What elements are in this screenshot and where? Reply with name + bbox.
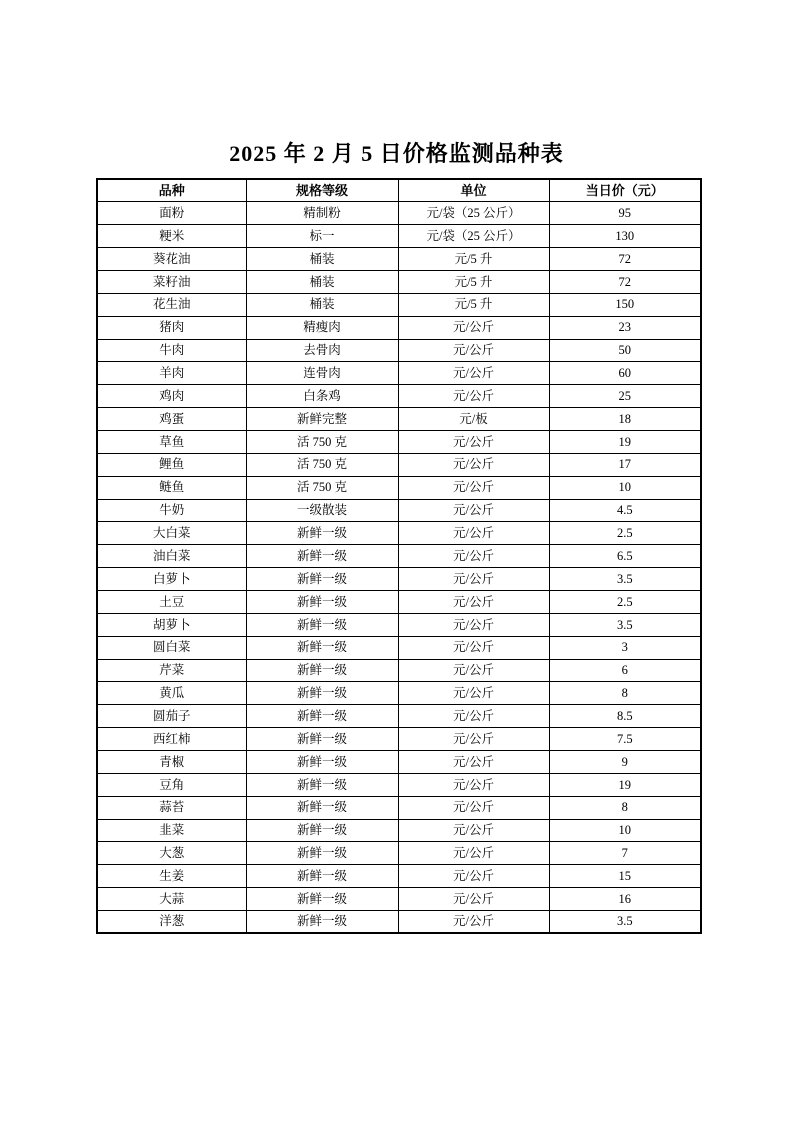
table-row [97,865,701,888]
table-cell: 元/公斤 [398,613,549,636]
table-cell: 元/公斤 [398,819,549,842]
table-cell: 韭菜 [97,819,246,842]
table-cell: 元/公斤 [398,385,549,408]
table-cell: 8 [549,796,701,819]
table-row [97,522,701,545]
table-cell: 西红柿 [97,728,246,751]
table-row [97,316,701,339]
table-row [97,888,701,911]
table-cell: 元/5 升 [398,293,549,316]
table-cell: 8.5 [549,705,701,728]
table-cell: 鸡肉 [97,385,246,408]
header-cell-variety: 品种 [97,179,246,202]
table-cell: 精瘦肉 [246,316,398,339]
table-cell: 元/5 升 [398,270,549,293]
table-cell: 95 [549,202,701,225]
table-row [97,362,701,385]
table-row [97,705,701,728]
table-cell: 新鲜一级 [246,590,398,613]
table-cell: 元/公斤 [398,659,549,682]
table-cell: 新鲜一级 [246,796,398,819]
table-row [97,682,701,705]
table-cell: 19 [549,430,701,453]
table-cell: 50 [549,339,701,362]
table-cell: 去骨肉 [246,339,398,362]
table-row [97,819,701,842]
table-cell: 23 [549,316,701,339]
table-row [97,270,701,293]
table-cell: 元/公斤 [398,339,549,362]
table-cell: 150 [549,293,701,316]
table-cell: 新鲜一级 [246,819,398,842]
price-table-body [97,202,701,934]
table-cell: 6.5 [549,545,701,568]
table-cell: 新鲜一级 [246,728,398,751]
table-cell: 油白菜 [97,545,246,568]
table-cell: 菜籽油 [97,270,246,293]
table-cell: 新鲜一级 [246,682,398,705]
table-row [97,636,701,659]
table-cell: 3.5 [549,568,701,591]
table-cell: 元/公斤 [398,705,549,728]
table-cell: 10 [549,819,701,842]
table-cell: 元/公斤 [398,773,549,796]
table-cell: 鸡蛋 [97,408,246,431]
table-cell: 130 [549,225,701,248]
table-cell: 新鲜一级 [246,705,398,728]
table-cell: 桶装 [246,270,398,293]
table-header-row [97,179,701,202]
table-cell: 元/公斤 [398,568,549,591]
table-cell: 元/公斤 [398,499,549,522]
table-row [97,545,701,568]
table-cell: 元/公斤 [398,796,549,819]
table-cell: 9 [549,750,701,773]
table-cell: 圆茄子 [97,705,246,728]
table-cell: 新鲜一级 [246,842,398,865]
table-cell: 元/公斤 [398,636,549,659]
table-cell: 元/公斤 [398,476,549,499]
table-cell: 元/公斤 [398,865,549,888]
header-cell-unit: 单位 [398,179,549,202]
table-cell: 面粉 [97,202,246,225]
table-cell: 粳米 [97,225,246,248]
table-row [97,385,701,408]
table-row [97,453,701,476]
table-row [97,613,701,636]
table-cell: 活 750 克 [246,453,398,476]
header-cell-spec-grade: 规格等级 [246,179,398,202]
table-cell: 72 [549,248,701,271]
table-cell: 活 750 克 [246,430,398,453]
table-cell: 元/板 [398,408,549,431]
table-cell: 元/公斤 [398,750,549,773]
table-row [97,773,701,796]
table-cell: 圆白菜 [97,636,246,659]
table-cell: 桶装 [246,293,398,316]
table-cell: 胡萝卜 [97,613,246,636]
table-cell: 新鲜一级 [246,865,398,888]
table-cell: 元/公斤 [398,682,549,705]
table-cell: 新鲜一级 [246,750,398,773]
table-cell: 25 [549,385,701,408]
table-cell: 新鲜一级 [246,522,398,545]
table-cell: 4.5 [549,499,701,522]
table-cell: 蒜苔 [97,796,246,819]
table-cell: 鲤鱼 [97,453,246,476]
table-cell: 17 [549,453,701,476]
table-cell: 白条鸡 [246,385,398,408]
table-row [97,476,701,499]
table-cell: 新鲜一级 [246,613,398,636]
table-row [97,590,701,613]
table-cell: 元/公斤 [398,590,549,613]
table-cell: 元/公斤 [398,316,549,339]
table-row [97,225,701,248]
table-row [97,430,701,453]
table-cell: 3.5 [549,613,701,636]
header-cell-day-price: 当日价（元） [549,179,701,202]
table-cell: 黄瓜 [97,682,246,705]
table-cell: 牛奶 [97,499,246,522]
table-cell: 元/袋（25 公斤） [398,202,549,225]
price-table [96,178,702,934]
table-cell: 7.5 [549,728,701,751]
table-row [97,796,701,819]
table-cell: 元/公斤 [398,911,549,934]
table-cell: 新鲜一级 [246,888,398,911]
table-cell: 大白菜 [97,522,246,545]
table-cell: 豆角 [97,773,246,796]
table-cell: 桶装 [246,248,398,271]
table-cell: 15 [549,865,701,888]
table-cell: 元/公斤 [398,453,549,476]
table-cell: 6 [549,659,701,682]
table-row [97,750,701,773]
table-cell: 青椒 [97,750,246,773]
table-row [97,728,701,751]
table-cell: 3.5 [549,911,701,934]
table-cell: 元/5 升 [398,248,549,271]
table-row [97,339,701,362]
table-cell: 元/公斤 [398,545,549,568]
table-cell: 新鲜一级 [246,659,398,682]
table-cell: 2.5 [549,522,701,545]
table-cell: 18 [549,408,701,431]
table-cell: 元/公斤 [398,842,549,865]
table-cell: 7 [549,842,701,865]
table-cell: 花生油 [97,293,246,316]
table-cell: 新鲜一级 [246,773,398,796]
table-cell: 10 [549,476,701,499]
table-cell: 白萝卜 [97,568,246,591]
table-row [97,568,701,591]
table-cell: 土豆 [97,590,246,613]
table-cell: 60 [549,362,701,385]
table-cell: 新鲜一级 [246,568,398,591]
table-row [97,659,701,682]
table-cell: 2.5 [549,590,701,613]
table-cell: 新鲜完整 [246,408,398,431]
table-row [97,202,701,225]
table-row [97,911,701,934]
table-cell: 芹菜 [97,659,246,682]
table-cell: 8 [549,682,701,705]
table-cell: 新鲜一级 [246,636,398,659]
table-cell: 鲢鱼 [97,476,246,499]
table-cell: 生姜 [97,865,246,888]
table-cell: 大葱 [97,842,246,865]
table-row [97,842,701,865]
table-cell: 新鲜一级 [246,911,398,934]
table-cell: 大蒜 [97,888,246,911]
table-cell: 元/公斤 [398,888,549,911]
table-row [97,293,701,316]
table-cell: 3 [549,636,701,659]
table-cell: 元/公斤 [398,430,549,453]
table-cell: 连骨肉 [246,362,398,385]
table-cell: 72 [549,270,701,293]
table-cell: 元/公斤 [398,362,549,385]
page-title: 2025 年 2 月 5 日价格监测品种表 [229,141,564,166]
table-cell: 元/公斤 [398,522,549,545]
table-cell: 牛肉 [97,339,246,362]
table-cell: 16 [549,888,701,911]
table-cell: 洋葱 [97,911,246,934]
table-cell: 新鲜一级 [246,545,398,568]
table-cell: 精制粉 [246,202,398,225]
table-cell: 标一 [246,225,398,248]
table-cell: 猪肉 [97,316,246,339]
table-row [97,499,701,522]
table-row [97,408,701,431]
table-cell: 活 750 克 [246,476,398,499]
table-cell: 羊肉 [97,362,246,385]
table-cell: 元/公斤 [398,728,549,751]
table-cell: 元/袋（25 公斤） [398,225,549,248]
table-row [97,248,701,271]
table-cell: 19 [549,773,701,796]
table-cell: 葵花油 [97,248,246,271]
table-cell: 一级散装 [246,499,398,522]
table-cell: 草鱼 [97,430,246,453]
